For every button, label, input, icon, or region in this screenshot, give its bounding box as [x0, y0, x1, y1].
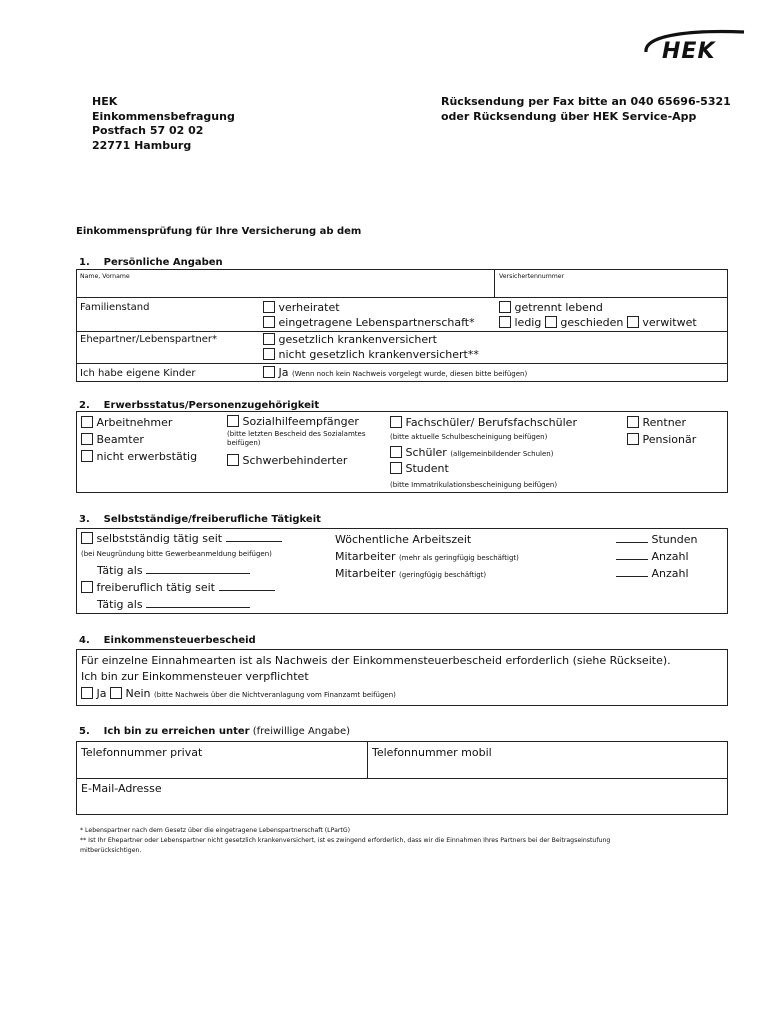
count1-unit: Anzahl — [651, 550, 689, 563]
disabled-checkbox[interactable] — [227, 454, 239, 466]
freelance-checkbox[interactable] — [81, 581, 93, 593]
address-line: 22771 Hamburg — [92, 138, 192, 152]
phone-private-field[interactable]: Telefonnummer privat — [81, 746, 203, 759]
active-as-label: Tätig als — [97, 564, 143, 577]
return-info — [441, 95, 731, 124]
not-employed-checkbox[interactable] — [81, 450, 93, 462]
hek-logo — [636, 24, 748, 68]
self-employed-checkbox[interactable] — [81, 532, 93, 544]
address-line: Einkommensbefragung — [92, 109, 235, 123]
count1-field[interactable] — [616, 550, 648, 560]
return-line: oder Rücksendung über HEK Service-App — [441, 109, 697, 123]
return-line: Rücksendung per Fax bitte an 040 65696-5321 — [441, 95, 731, 108]
active-as-2-label: Tätig als — [97, 598, 143, 611]
recipient-address — [92, 95, 235, 153]
footnote-3: mitberücksichtigen. — [80, 847, 142, 854]
pupil-label: Schüler — [405, 446, 447, 459]
children-yes-label: Ja — [278, 366, 289, 379]
partner-insured-checkbox[interactable] — [263, 333, 275, 345]
tech-student-label: Fachschüler/ Berufsfachschüler — [405, 416, 577, 429]
single-checkbox[interactable] — [499, 316, 511, 328]
pensioner-label: Pensionär — [642, 433, 697, 446]
divorced-label: geschieden — [560, 316, 624, 329]
pupil-checkbox[interactable] — [390, 446, 402, 458]
separated-checkbox[interactable] — [499, 301, 511, 313]
weekly-hours-label: Wöchentliche Arbeitszeit — [335, 533, 472, 546]
self-employed-label: selbstständig tätig seit — [96, 532, 223, 545]
count2-field[interactable] — [616, 567, 648, 577]
tax-text-2: Ich bin zur Einkommensteuer verpflichtet — [81, 670, 309, 683]
retiree-checkbox[interactable] — [627, 416, 639, 428]
footnote-2: ** Ist Ihr Ehepartner oder Lebenspartner nicht gesetzlich krankenversichert, ist es zwingend erforderlich, dass wir die Einnahmen Ihres Partners bei der Beitragseinstufung — [80, 837, 611, 844]
disabled-label: Schwerbehinderter — [242, 454, 348, 467]
not-employed-label: nicht erwerbstätig — [96, 450, 198, 463]
student-note: (bitte Immatrikulationsbescheinigung beifügen) — [390, 481, 558, 489]
welfare-note: (bitte letzten Bescheid des Sozialamtes beifügen) — [227, 430, 366, 447]
footnotes — [80, 826, 610, 856]
section-1-heading: 1. Persönliche Angaben — [79, 257, 223, 268]
count2-unit: Anzahl — [651, 567, 689, 580]
partner-not-insured-checkbox[interactable] — [263, 348, 275, 360]
pupil-note: (allgemeinbildender Schulen) — [450, 450, 554, 458]
tech-student-checkbox[interactable] — [390, 416, 402, 428]
active-as-field[interactable] — [146, 564, 250, 574]
founding-note: (bei Neugründung bitte Gewerbeanmeldung beifügen) — [81, 550, 272, 558]
tax-text-1: Für einzelne Einnahmearten ist als Nachweis der Einkommensteuerbescheid erforderlich (siehe Rückseite). — [81, 654, 671, 667]
active-as-2-field[interactable] — [146, 598, 250, 608]
welfare-label: Sozialhilfeempfänger — [242, 415, 359, 428]
official-checkbox[interactable] — [81, 433, 93, 445]
name-field-label[interactable]: Name, Vorname — [80, 273, 130, 280]
children-note: (Wenn noch kein Nachweis vorgelegt wurde, diesen bitte beifügen) — [292, 370, 528, 378]
insured-number-label[interactable]: Versichertennummer — [499, 273, 565, 280]
address-line: HEK — [92, 95, 118, 108]
section-5-heading — [79, 726, 350, 737]
partner-not-insured-label: nicht gesetzlich krankenversichert** — [278, 348, 479, 361]
student-checkbox[interactable] — [390, 462, 402, 474]
partner-insured-label: gesetzlich krankenversichert — [278, 333, 437, 346]
self-employed-date-field[interactable] — [226, 532, 282, 542]
widowed-label: verwitwet — [642, 316, 697, 329]
hours-field[interactable] — [616, 533, 648, 543]
email-field[interactable]: E-Mail-Adresse — [81, 782, 162, 795]
tax-no-checkbox[interactable] — [110, 687, 122, 699]
employee-label: Arbeitnehmer — [96, 416, 173, 429]
partner-label: Ehepartner/Lebenspartner* — [80, 334, 217, 345]
section-3-heading: 3. Selbstständige/freiberufliche Tätigkeit — [79, 514, 321, 525]
children-label: Ich habe eigene Kinder — [80, 368, 196, 379]
widowed-checkbox[interactable] — [627, 316, 639, 328]
welfare-checkbox[interactable] — [227, 415, 239, 427]
page-title: Einkommensprüfung für Ihre Versicherung ab dem — [76, 226, 362, 237]
section-5-heading-main: 5. Ich bin zu erreichen unter — [79, 726, 250, 737]
freelance-label: freiberuflich tätig seit — [96, 581, 215, 594]
employees-marginal-note: (mehr als geringfügig beschäftigt) — [399, 554, 519, 562]
logo-text: HEK — [662, 39, 716, 64]
tax-yes-label: Ja — [96, 687, 107, 700]
employees-marginal-label: Mitarbeiter — [335, 550, 396, 563]
pensioner-checkbox[interactable] — [627, 433, 639, 445]
phone-mobile-field[interactable]: Telefonnummer mobil — [372, 746, 492, 759]
marital-status-label: Familienstand — [80, 302, 150, 313]
address-line: Postfach 57 02 02 — [92, 124, 204, 137]
section-2-heading: 2. Erwerbsstatus/Personenzugehörigkeit — [79, 400, 320, 411]
tax-no-label: Nein — [125, 687, 151, 700]
freelance-date-field[interactable] — [219, 581, 275, 591]
divorced-checkbox[interactable] — [545, 316, 557, 328]
student-label: Student — [405, 462, 449, 475]
partnership-checkbox[interactable] — [263, 316, 275, 328]
employees-minor-label: Mitarbeiter — [335, 567, 396, 580]
hours-unit: Stunden — [651, 533, 698, 546]
footnote-1: * Lebenspartner nach dem Gesetz über die eingetragene Lebenspartnerschaft (LPartG) — [80, 827, 351, 834]
married-label: verheiratet — [278, 301, 340, 314]
employees-minor-note: (geringfügig beschäftigt) — [399, 571, 487, 579]
section-5-heading-suffix: (freiwillige Angabe) — [249, 726, 351, 737]
partnership-label: eingetragene Lebenspartnerschaft* — [278, 316, 475, 329]
separated-label: getrennt lebend — [514, 301, 603, 314]
single-label: ledig — [514, 316, 542, 329]
employee-checkbox[interactable] — [81, 416, 93, 428]
married-checkbox[interactable] — [263, 301, 275, 313]
tech-note: (bitte aktuelle Schulbescheinigung beifügen) — [390, 433, 548, 441]
tax-no-note: (bitte Nachweis über die Nichtveranlagung vom Finanzamt beifügen) — [154, 691, 396, 699]
official-label: Beamter — [96, 433, 144, 446]
section-4-heading: 4. Einkommensteuerbescheid — [79, 635, 256, 646]
retiree-label: Rentner — [642, 416, 686, 429]
children-yes-checkbox[interactable] — [263, 366, 275, 378]
tax-yes-checkbox[interactable] — [81, 687, 93, 699]
